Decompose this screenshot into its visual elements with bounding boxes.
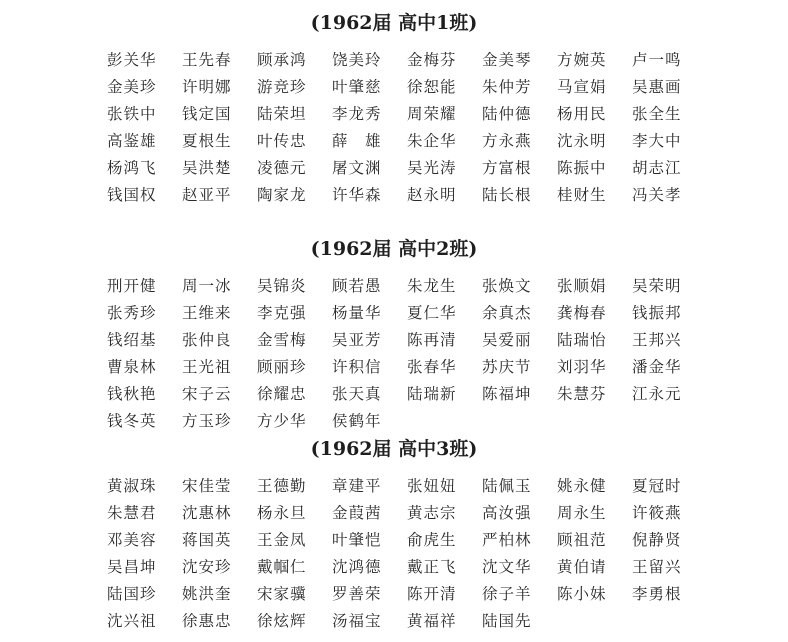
- student-name: 王先春: [182, 51, 232, 69]
- student-name: 方少华: [257, 412, 307, 430]
- student-name: 张铁中: [107, 105, 157, 123]
- student-name: 张天真: [332, 385, 382, 403]
- student-name: 王维来: [182, 304, 232, 322]
- student-name: 方婉英: [557, 51, 607, 69]
- student-name: 金葭茜: [332, 504, 382, 522]
- student-name: 徐炫辉: [257, 612, 307, 630]
- student-name: 张焕文: [482, 277, 532, 295]
- student-name: 陆国珍: [107, 585, 157, 603]
- student-name: 沈永明: [557, 132, 607, 150]
- class-section-1: [0, 10, 788, 209]
- student-name: 宋家骥: [257, 585, 307, 603]
- student-name: 李勇根: [632, 585, 682, 603]
- student-name: 吴锦炎: [257, 277, 307, 295]
- student-name: 陆长根: [482, 186, 532, 204]
- student-name: 杨永旦: [257, 504, 307, 522]
- name-grid: [107, 47, 707, 209]
- student-name: 凌德元: [257, 159, 307, 177]
- student-name: 徐子羊: [482, 585, 532, 603]
- student-name: 余真杰: [482, 304, 532, 322]
- student-name: 高鉴雄: [107, 132, 157, 150]
- student-name: 罗善荣: [332, 585, 382, 603]
- student-name: 姚洪奎: [182, 585, 232, 603]
- student-name: 陈开清: [407, 585, 457, 603]
- student-name: 黄福祥: [407, 612, 457, 630]
- student-name: 屠文渊: [332, 159, 382, 177]
- student-name: 陆瑞怡: [557, 331, 607, 349]
- student-name: 沈安珍: [182, 558, 232, 576]
- student-name: 金雪梅: [257, 331, 307, 349]
- student-name: 许筱燕: [632, 504, 682, 522]
- student-name: 夏仁华: [407, 304, 457, 322]
- student-name: 沈鸿德: [332, 558, 382, 576]
- student-name: 周荣耀: [407, 105, 457, 123]
- student-name: 黄志宗: [407, 504, 457, 522]
- student-name: 吴亚芳: [332, 331, 382, 349]
- student-name: 蒋国英: [182, 531, 232, 549]
- student-name: 曹泉林: [107, 358, 157, 376]
- student-name: 朱仲芳: [482, 78, 532, 96]
- student-name: 沈兴祖: [107, 612, 157, 630]
- student-name: 许华森: [332, 186, 382, 204]
- student-name: 方富根: [482, 159, 532, 177]
- student-name: 冯关孝: [632, 186, 682, 204]
- student-name: 龚梅春: [557, 304, 607, 322]
- section-title: (1962届 高中3班): [310, 438, 478, 460]
- student-name: 金美珍: [107, 78, 157, 96]
- student-name: 张春华: [407, 358, 457, 376]
- student-name: 徐惠忠: [182, 612, 232, 630]
- student-name: 胡志江: [632, 159, 682, 177]
- student-name: 卢一鸣: [632, 51, 682, 69]
- student-name: 叶肇慈: [332, 78, 382, 96]
- student-name: 吴洪楚: [182, 159, 232, 177]
- student-name: 俞虎生: [407, 531, 457, 549]
- student-name: 陆仲德: [482, 105, 532, 123]
- student-name: 陶家龙: [257, 186, 307, 204]
- section-title: (1962届 高中1班): [310, 12, 478, 34]
- class-section-3: [0, 436, 788, 635]
- student-name: 夏根生: [182, 132, 232, 150]
- student-name: 章建平: [332, 477, 382, 495]
- student-name: 张顺娟: [557, 277, 607, 295]
- student-name: 朱龙生: [407, 277, 457, 295]
- student-name: 顾祖范: [557, 531, 607, 549]
- student-name: 陆荣坦: [257, 105, 307, 123]
- student-name: 王光祖: [182, 358, 232, 376]
- student-name: 钱国权: [107, 186, 157, 204]
- student-name: 方永燕: [482, 132, 532, 150]
- student-name: 姚永健: [557, 477, 607, 495]
- student-name: 王留兴: [632, 558, 682, 576]
- student-name: 沈惠林: [182, 504, 232, 522]
- student-name: 吴爱丽: [482, 331, 532, 349]
- student-name: 陈再清: [407, 331, 457, 349]
- student-name: 吴荣明: [632, 277, 682, 295]
- student-name: 朱企华: [407, 132, 457, 150]
- student-name: 汤福宝: [332, 612, 382, 630]
- student-name: 钱绍基: [107, 331, 157, 349]
- student-name: 杨鸿飞: [107, 159, 157, 177]
- student-name: 徐恕能: [407, 78, 457, 96]
- student-name: 金梅芬: [407, 51, 457, 69]
- student-name: 杨用民: [557, 105, 607, 123]
- student-name: 顾若愚: [332, 277, 382, 295]
- student-name: 薛 雄: [332, 132, 382, 150]
- student-name: 戴帼仁: [257, 558, 307, 576]
- student-name: 严柏林: [482, 531, 532, 549]
- student-name: 陈小妹: [557, 585, 607, 603]
- student-name: 吴昌坤: [107, 558, 157, 576]
- student-name: 赵永明: [407, 186, 457, 204]
- student-name: 张全生: [632, 105, 682, 123]
- student-name: 李龙秀: [332, 105, 382, 123]
- student-name: 刘羽华: [557, 358, 607, 376]
- student-name: 吴惠画: [632, 78, 682, 96]
- student-name: 叶传忠: [257, 132, 307, 150]
- student-name: 钱振邦: [632, 304, 682, 322]
- student-name: 马宣娟: [557, 78, 607, 96]
- student-name: 陈振中: [557, 159, 607, 177]
- student-name: 沈文华: [482, 558, 532, 576]
- student-name: 朱慧君: [107, 504, 157, 522]
- student-name: 叶肇恺: [332, 531, 382, 549]
- name-grid: [107, 273, 707, 435]
- student-name: 陆瑞新: [407, 385, 457, 403]
- student-name: 李大中: [632, 132, 682, 150]
- student-name: 黄淑珠: [107, 477, 157, 495]
- student-name: 顾丽珍: [257, 358, 307, 376]
- student-name: 宋佳莹: [182, 477, 232, 495]
- student-name: 苏庆节: [482, 358, 532, 376]
- student-name: 侯鹤年: [332, 412, 382, 430]
- student-name: 彭关华: [107, 51, 157, 69]
- class-section-2: [0, 236, 788, 435]
- student-name: 钱冬英: [107, 412, 157, 430]
- student-name: 赵亚平: [182, 186, 232, 204]
- student-name: 顾承鸿: [257, 51, 307, 69]
- student-name: 吴光涛: [407, 159, 457, 177]
- student-name: 张妞妞: [407, 477, 457, 495]
- student-name: 倪静贤: [632, 531, 682, 549]
- student-name: 邓美容: [107, 531, 157, 549]
- student-name: 钱定国: [182, 105, 232, 123]
- student-name: 桂财生: [557, 186, 607, 204]
- student-name: 朱慧芬: [557, 385, 607, 403]
- student-name: 王德勤: [257, 477, 307, 495]
- section-title: (1962届 高中2班): [310, 238, 478, 260]
- student-name: 游竞珍: [257, 78, 307, 96]
- name-grid: [107, 473, 707, 635]
- student-name: 张秀珍: [107, 304, 157, 322]
- student-name: 陆国先: [482, 612, 532, 630]
- student-name: 高汝强: [482, 504, 532, 522]
- student-name: 许明娜: [182, 78, 232, 96]
- student-name: 饶美玲: [332, 51, 382, 69]
- student-name: 许积信: [332, 358, 382, 376]
- student-name: 王金凤: [257, 531, 307, 549]
- student-name: 夏冠时: [632, 477, 682, 495]
- student-name: 张仲良: [182, 331, 232, 349]
- student-name: 王邦兴: [632, 331, 682, 349]
- student-name: 金美琴: [482, 51, 532, 69]
- student-name: 杨量华: [332, 304, 382, 322]
- student-name: 戴正飞: [407, 558, 457, 576]
- student-name: 李克强: [257, 304, 307, 322]
- student-name: 徐耀忠: [257, 385, 307, 403]
- student-name: 周一冰: [182, 277, 232, 295]
- student-name: 潘金华: [632, 358, 682, 376]
- student-name: 钱秋艳: [107, 385, 157, 403]
- student-name: 刑开健: [107, 277, 157, 295]
- student-name: 陈福坤: [482, 385, 532, 403]
- student-name: 宋子云: [182, 385, 232, 403]
- student-name: 周永生: [557, 504, 607, 522]
- student-name: 方玉珍: [182, 412, 232, 430]
- student-name: 陆佩玉: [482, 477, 532, 495]
- student-name: 黄伯请: [557, 558, 607, 576]
- student-name: 江永元: [632, 385, 682, 403]
